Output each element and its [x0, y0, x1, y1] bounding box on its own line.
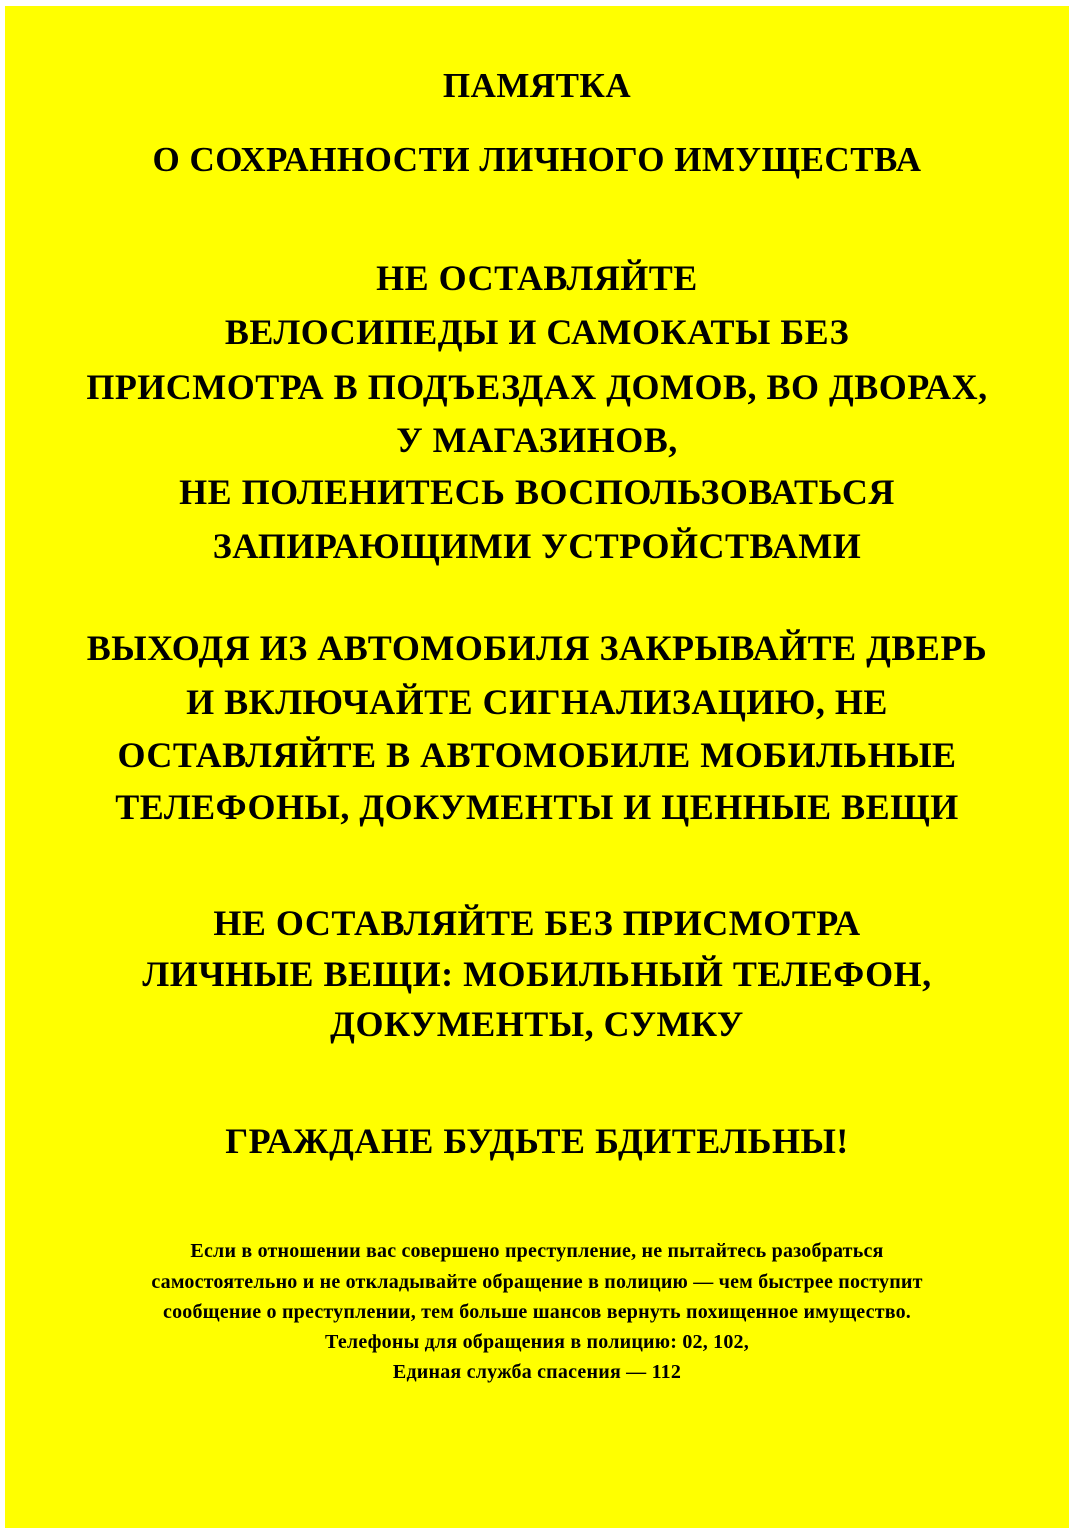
- footer-line: Если в отношении вас совершено преступление, не пытайтесь разобраться: [190, 1240, 884, 1262]
- notice-sheet: [5, 6, 1069, 1528]
- section2-line: ОСТАВЛЯЙТЕ В АВТОМОБИЛЕ МОБИЛЬНЫЕ: [117, 735, 957, 775]
- section1-line: ЗАПИРАЮЩИМИ УСТРОЙСТВАМИ: [212, 526, 862, 566]
- section1-line: НЕ ОСТАВЛЯЙТЕ: [376, 258, 698, 298]
- section1-line: ПРИСМОТРА В ПОДЪЕЗДАХ ДОМОВ, ВО ДВОРАХ,: [86, 367, 988, 407]
- section2-line: ТЕЛЕФОНЫ, ДОКУМЕНТЫ И ЦЕННЫЕ ВЕЩИ: [115, 787, 959, 827]
- notice-heading: ПАМЯТКА: [442, 66, 632, 105]
- section1-line: У МАГАЗИНОВ,: [396, 420, 678, 460]
- footer-emergency: Единая служба спасения — 112: [392, 1361, 682, 1383]
- section3-line: ДОКУМЕНТЫ, СУМКУ: [330, 1004, 744, 1044]
- footer-line: самостоятельно и не откладывайте обращение в полицию — чем быстрее поступит: [151, 1271, 923, 1293]
- section3-line: ЛИЧНЫЕ ВЕЩИ: МОБИЛЬНЫЙ ТЕЛЕФОН,: [142, 954, 932, 994]
- section3-line: НЕ ОСТАВЛЯЙТЕ БЕЗ ПРИСМОТРА: [213, 903, 861, 943]
- section1-line: ВЕЛОСИПЕДЫ И САМОКАТЫ БЕЗ: [224, 312, 850, 352]
- footer-phones: Телефоны для обращения в полицию: 02, 102,: [325, 1331, 749, 1353]
- footer-line: сообщение о преступлении, тем больше шансов вернуть похищенное имущество.: [163, 1301, 911, 1323]
- section2-line: ВЫХОДЯ ИЗ АВТОМОБИЛЯ ЗАКРЫВАЙТЕ ДВЕРЬ: [86, 628, 988, 668]
- notice-subheading: О СОХРАННОСТИ ЛИЧНОГО ИМУЩЕСТВА: [152, 140, 922, 179]
- section2-line: И ВКЛЮЧАЙТЕ СИГНАЛИЗАЦИЮ, НЕ: [186, 682, 888, 722]
- slogan: ГРАЖДАНЕ БУДЬТЕ БДИТЕЛЬНЫ!: [225, 1121, 849, 1161]
- section1-line: НЕ ПОЛЕНИТЕСЬ ВОСПОЛЬЗОВАТЬСЯ: [179, 472, 895, 512]
